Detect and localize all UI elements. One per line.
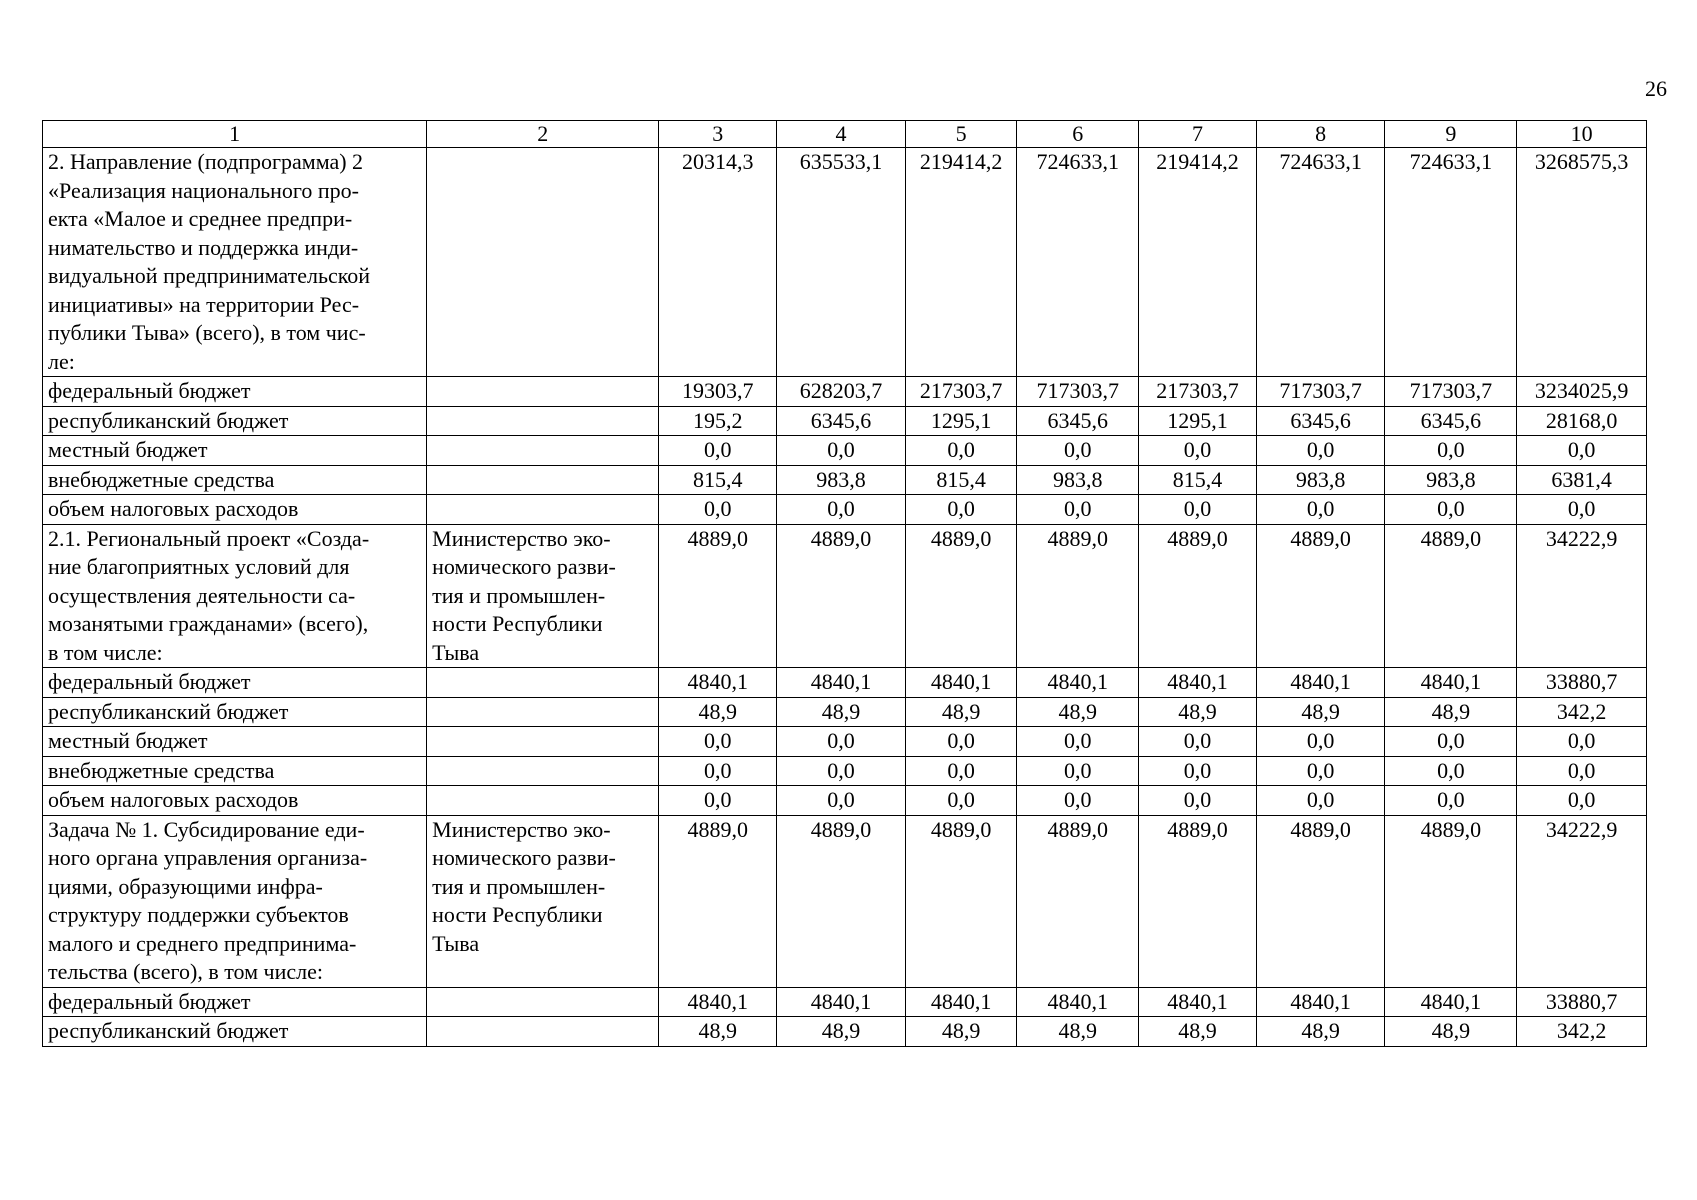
value-cell: 4889,0 bbox=[777, 524, 906, 668]
value-cell: 0,0 bbox=[1139, 436, 1257, 466]
table-row bbox=[43, 377, 1647, 407]
value-cell: 4840,1 bbox=[777, 668, 906, 698]
value-cell: 0,0 bbox=[1017, 495, 1139, 525]
value-cell: 20314,3 bbox=[659, 148, 777, 377]
value-cell: 815,4 bbox=[659, 465, 777, 495]
value-cell: 6345,6 bbox=[1385, 406, 1517, 436]
value-cell: 6345,6 bbox=[1256, 406, 1385, 436]
value-cell: 0,0 bbox=[1517, 436, 1647, 466]
row-description: 2. Направление (подпрограмма) 2 «Реализация национального про- екта «Малое и среднее предпри- нимательство и поддержка инди- видуальной предпринимательской инициативы» на территории Рес- публики Тыва» (всего), в том чис- ле: bbox=[43, 148, 427, 377]
value-cell: 0,0 bbox=[659, 436, 777, 466]
value-cell: 48,9 bbox=[1256, 1017, 1385, 1047]
value-cell: 4840,1 bbox=[1139, 987, 1257, 1017]
value-cell: 4889,0 bbox=[1256, 524, 1385, 668]
table-row bbox=[43, 815, 1647, 987]
row-description: республиканский бюджет bbox=[43, 406, 427, 436]
value-cell: 33880,7 bbox=[1517, 668, 1647, 698]
value-cell: 4840,1 bbox=[659, 987, 777, 1017]
table-row bbox=[43, 465, 1647, 495]
row-description: 2.1. Региональный проект «Созда- ние благоприятных условий для осуществления деятельности са- мозанятыми гражданами» (всего), в том числе: bbox=[43, 524, 427, 668]
responsible-executor bbox=[427, 668, 659, 698]
table-row bbox=[43, 727, 1647, 757]
value-cell: 1295,1 bbox=[1139, 406, 1257, 436]
value-cell: 0,0 bbox=[1385, 436, 1517, 466]
row-description: Задача № 1. Субсидирование еди- ного органа управления организа- циями, образующими инфра- структуру поддержки субъектов малого и среднего предпринима- тельства (всего), в том числе: bbox=[43, 815, 427, 987]
budget-table bbox=[42, 120, 1647, 1047]
value-cell: 4840,1 bbox=[905, 668, 1017, 698]
value-cell: 6345,6 bbox=[1017, 406, 1139, 436]
value-cell: 0,0 bbox=[777, 436, 906, 466]
value-cell: 0,0 bbox=[1017, 727, 1139, 757]
value-cell: 342,2 bbox=[1517, 697, 1647, 727]
table-row bbox=[43, 406, 1647, 436]
row-description: федеральный бюджет bbox=[43, 668, 427, 698]
value-cell: 0,0 bbox=[1517, 495, 1647, 525]
responsible-executor bbox=[427, 1017, 659, 1047]
value-cell: 983,8 bbox=[1385, 465, 1517, 495]
value-cell: 4889,0 bbox=[1139, 815, 1257, 987]
table-row bbox=[43, 148, 1647, 377]
responsible-executor: Министерство эко- номического разви- тия и промышлен- ности Республики Тыва bbox=[427, 524, 659, 668]
table-row bbox=[43, 495, 1647, 525]
value-cell: 0,0 bbox=[777, 756, 906, 786]
table-row bbox=[43, 786, 1647, 816]
value-cell: 48,9 bbox=[1256, 697, 1385, 727]
header-cell: 2 bbox=[427, 121, 659, 148]
row-description: местный бюджет bbox=[43, 727, 427, 757]
value-cell: 4889,0 bbox=[659, 524, 777, 668]
value-cell: 0,0 bbox=[1385, 727, 1517, 757]
responsible-executor bbox=[427, 148, 659, 377]
value-cell: 6345,6 bbox=[777, 406, 906, 436]
value-cell: 0,0 bbox=[1385, 756, 1517, 786]
table-row bbox=[43, 756, 1647, 786]
value-cell: 1295,1 bbox=[905, 406, 1017, 436]
value-cell: 635533,1 bbox=[777, 148, 906, 377]
value-cell: 4889,0 bbox=[905, 815, 1017, 987]
responsible-executor bbox=[427, 465, 659, 495]
row-description: внебюджетные средства bbox=[43, 756, 427, 786]
row-description: местный бюджет bbox=[43, 436, 427, 466]
value-cell: 4840,1 bbox=[1017, 668, 1139, 698]
value-cell: 48,9 bbox=[1385, 697, 1517, 727]
value-cell: 48,9 bbox=[1017, 1017, 1139, 1047]
row-description: республиканский бюджет bbox=[43, 697, 427, 727]
value-cell: 0,0 bbox=[905, 436, 1017, 466]
value-cell: 3268575,3 bbox=[1517, 148, 1647, 377]
value-cell: 0,0 bbox=[659, 727, 777, 757]
header-cell: 5 bbox=[905, 121, 1017, 148]
value-cell: 0,0 bbox=[905, 727, 1017, 757]
responsible-executor bbox=[427, 987, 659, 1017]
header-cell: 4 bbox=[777, 121, 906, 148]
value-cell: 0,0 bbox=[1017, 436, 1139, 466]
value-cell: 48,9 bbox=[777, 697, 906, 727]
value-cell: 219414,2 bbox=[1139, 148, 1257, 377]
responsible-executor bbox=[427, 436, 659, 466]
value-cell: 0,0 bbox=[1517, 786, 1647, 816]
value-cell: 4840,1 bbox=[1017, 987, 1139, 1017]
value-cell: 724633,1 bbox=[1385, 148, 1517, 377]
value-cell: 0,0 bbox=[905, 786, 1017, 816]
responsible-executor: Министерство эко- номического разви- тия и промышлен- ности Республики Тыва bbox=[427, 815, 659, 987]
responsible-executor bbox=[427, 786, 659, 816]
row-description: республиканский бюджет bbox=[43, 1017, 427, 1047]
value-cell: 0,0 bbox=[1517, 756, 1647, 786]
value-cell: 4889,0 bbox=[659, 815, 777, 987]
value-cell: 4840,1 bbox=[659, 668, 777, 698]
value-cell: 4889,0 bbox=[1017, 815, 1139, 987]
value-cell: 717303,7 bbox=[1256, 377, 1385, 407]
value-cell: 28168,0 bbox=[1517, 406, 1647, 436]
value-cell: 217303,7 bbox=[905, 377, 1017, 407]
value-cell: 4889,0 bbox=[1385, 815, 1517, 987]
row-description: федеральный бюджет bbox=[43, 987, 427, 1017]
value-cell: 628203,7 bbox=[777, 377, 906, 407]
value-cell: 4840,1 bbox=[1139, 668, 1257, 698]
header-row bbox=[43, 121, 1647, 148]
value-cell: 724633,1 bbox=[1017, 148, 1139, 377]
value-cell: 0,0 bbox=[905, 756, 1017, 786]
value-cell: 48,9 bbox=[1139, 1017, 1257, 1047]
value-cell: 717303,7 bbox=[1017, 377, 1139, 407]
value-cell: 0,0 bbox=[1256, 495, 1385, 525]
value-cell: 219414,2 bbox=[905, 148, 1017, 377]
row-description: объем налоговых расходов bbox=[43, 495, 427, 525]
value-cell: 0,0 bbox=[1256, 727, 1385, 757]
value-cell: 0,0 bbox=[659, 756, 777, 786]
value-cell: 0,0 bbox=[777, 786, 906, 816]
responsible-executor bbox=[427, 495, 659, 525]
value-cell: 0,0 bbox=[1139, 786, 1257, 816]
value-cell: 4889,0 bbox=[1385, 524, 1517, 668]
value-cell: 0,0 bbox=[659, 786, 777, 816]
value-cell: 983,8 bbox=[777, 465, 906, 495]
value-cell: 34222,9 bbox=[1517, 815, 1647, 987]
header-cell: 3 bbox=[659, 121, 777, 148]
value-cell: 0,0 bbox=[1256, 786, 1385, 816]
value-cell: 0,0 bbox=[777, 727, 906, 757]
value-cell: 342,2 bbox=[1517, 1017, 1647, 1047]
table-row bbox=[43, 524, 1647, 668]
value-cell: 217303,7 bbox=[1139, 377, 1257, 407]
value-cell: 983,8 bbox=[1256, 465, 1385, 495]
table-row bbox=[43, 668, 1647, 698]
value-cell: 33880,7 bbox=[1517, 987, 1647, 1017]
value-cell: 6381,4 bbox=[1517, 465, 1647, 495]
value-cell: 0,0 bbox=[1517, 727, 1647, 757]
header-cell: 1 bbox=[43, 121, 427, 148]
header-cell: 8 bbox=[1256, 121, 1385, 148]
responsible-executor bbox=[427, 697, 659, 727]
value-cell: 4889,0 bbox=[905, 524, 1017, 668]
value-cell: 0,0 bbox=[659, 495, 777, 525]
value-cell: 34222,9 bbox=[1517, 524, 1647, 668]
value-cell: 4840,1 bbox=[1256, 987, 1385, 1017]
value-cell: 3234025,9 bbox=[1517, 377, 1647, 407]
value-cell: 48,9 bbox=[1139, 697, 1257, 727]
row-description: объем налоговых расходов bbox=[43, 786, 427, 816]
header-cell: 7 bbox=[1139, 121, 1257, 148]
value-cell: 4840,1 bbox=[777, 987, 906, 1017]
value-cell: 4889,0 bbox=[1139, 524, 1257, 668]
value-cell: 724633,1 bbox=[1256, 148, 1385, 377]
header-cell: 10 bbox=[1517, 121, 1647, 148]
value-cell: 0,0 bbox=[1139, 495, 1257, 525]
value-cell: 48,9 bbox=[1017, 697, 1139, 727]
header-cell: 9 bbox=[1385, 121, 1517, 148]
responsible-executor bbox=[427, 377, 659, 407]
value-cell: 48,9 bbox=[1385, 1017, 1517, 1047]
responsible-executor bbox=[427, 727, 659, 757]
value-cell: 4840,1 bbox=[1256, 668, 1385, 698]
table-row bbox=[43, 1017, 1647, 1047]
row-description: федеральный бюджет bbox=[43, 377, 427, 407]
value-cell: 4840,1 bbox=[1385, 987, 1517, 1017]
row-description: внебюджетные средства bbox=[43, 465, 427, 495]
value-cell: 815,4 bbox=[905, 465, 1017, 495]
value-cell: 0,0 bbox=[1385, 786, 1517, 816]
value-cell: 4840,1 bbox=[905, 987, 1017, 1017]
header-cell: 6 bbox=[1017, 121, 1139, 148]
value-cell: 0,0 bbox=[1017, 786, 1139, 816]
table-row bbox=[43, 987, 1647, 1017]
table-row bbox=[43, 697, 1647, 727]
value-cell: 0,0 bbox=[1256, 436, 1385, 466]
value-cell: 4840,1 bbox=[1385, 668, 1517, 698]
value-cell: 0,0 bbox=[1256, 756, 1385, 786]
value-cell: 0,0 bbox=[777, 495, 906, 525]
value-cell: 48,9 bbox=[905, 1017, 1017, 1047]
value-cell: 48,9 bbox=[659, 1017, 777, 1047]
value-cell: 48,9 bbox=[777, 1017, 906, 1047]
value-cell: 48,9 bbox=[905, 697, 1017, 727]
responsible-executor bbox=[427, 756, 659, 786]
value-cell: 4889,0 bbox=[1256, 815, 1385, 987]
table-body bbox=[43, 121, 1647, 1047]
value-cell: 0,0 bbox=[1139, 756, 1257, 786]
page-number: 26 bbox=[1645, 76, 1667, 101]
value-cell: 0,0 bbox=[1017, 756, 1139, 786]
value-cell: 0,0 bbox=[905, 495, 1017, 525]
table-row bbox=[43, 436, 1647, 466]
value-cell: 0,0 bbox=[1139, 727, 1257, 757]
value-cell: 983,8 bbox=[1017, 465, 1139, 495]
value-cell: 0,0 bbox=[1385, 495, 1517, 525]
value-cell: 195,2 bbox=[659, 406, 777, 436]
value-cell: 815,4 bbox=[1139, 465, 1257, 495]
value-cell: 717303,7 bbox=[1385, 377, 1517, 407]
value-cell: 19303,7 bbox=[659, 377, 777, 407]
responsible-executor bbox=[427, 406, 659, 436]
value-cell: 4889,0 bbox=[777, 815, 906, 987]
value-cell: 48,9 bbox=[659, 697, 777, 727]
value-cell: 4889,0 bbox=[1017, 524, 1139, 668]
